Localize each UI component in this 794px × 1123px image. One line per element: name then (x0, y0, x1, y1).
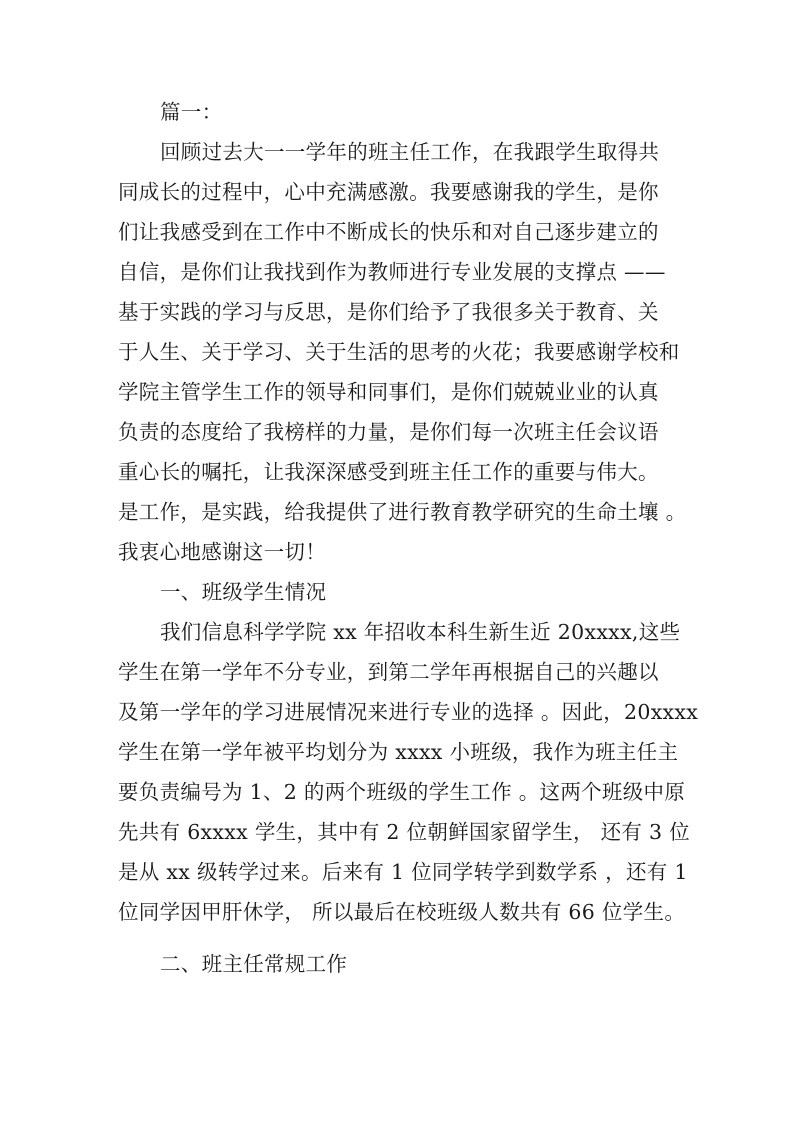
intro-line: 重心长的嘱托，让我深深感受到班主任工作的重要与伟大。 (118, 460, 659, 484)
section-heading-2: 二、班主任常规工作 (160, 952, 348, 976)
para-1-line: 先共有 6xxxx 学生，其中有 2 位朝鲜国家留学生， 还有 3 位 (118, 820, 690, 844)
para-1-line: 是从 xx 级转学过来。后来有 1 位同学转学到数学系 ，还有 1 (118, 860, 688, 884)
document-page (118, 92, 699, 984)
intro-line: 同成长的过程中，心中充满感激。我要感谢我的学生，是你 (118, 180, 659, 204)
section-title: 篇一： (160, 100, 223, 124)
para-1-line: 学生在第一学年被平均划分为 xxxx 小班级，我作为班主任主 (118, 740, 679, 764)
intro-line: 回顾过去大一一学年的班主任工作，在我跟学生取得共 (160, 140, 660, 164)
section-heading-1: 一、班级学生情况 (160, 580, 327, 604)
intro-line: 学院主管学生工作的领导和同事们，是你们兢兢业业的认真 (118, 380, 659, 404)
intro-line: 自信，是你们让我找到作为教师进行专业发展的支撑点 —— (118, 260, 666, 284)
para-1-line: 学生在第一学年不分专业，到第二学年再根据自己的兴趣以 (118, 660, 659, 684)
para-1-line: 我们信息科学学院 xx 年招收本科生新生近 20xxxx,这些 (160, 620, 681, 644)
para-1-line: 要负责编号为 1、2 的两个班级的学生工作 。这两个班级中原 (118, 780, 686, 804)
intro-line: 们让我感受到在工作中不断成长的快乐和对自己逐步建立的 (118, 220, 659, 244)
intro-line: 于人生、关于学习、关于生活的思考的火花；我要感谢学校和 (118, 340, 680, 364)
intro-line: 基于实践的学习与反思，是你们给予了我很多关于教育、关 (118, 300, 659, 324)
para-1-line: 及第一学年的学习进展情况来进行专业的选择 。因此，20xxxx (118, 700, 699, 724)
intro-line: 负责的态度给了我榜样的力量，是你们每一次班主任会议语 (118, 420, 659, 444)
intro-line: 我衷心地感谢这一切！ (118, 540, 326, 564)
intro-line: 是工作，是实践，给我提供了进行教育教学研究的生命土壤 。 (118, 500, 687, 524)
para-1-line: 位同学因甲肝休学， 所以最后在校班级人数共有 66 位学生。 (118, 900, 686, 924)
